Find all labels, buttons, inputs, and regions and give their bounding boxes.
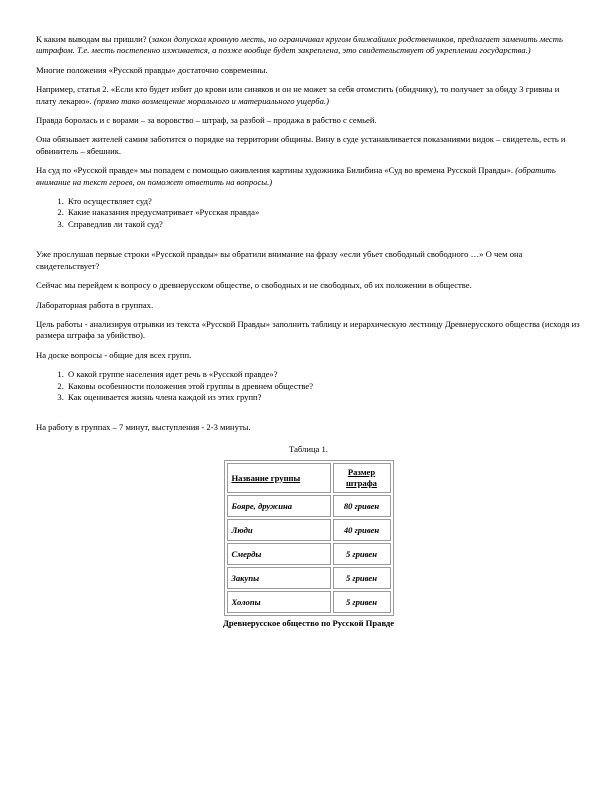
table-subcaption: Древнерусское общество по Русской Правде xyxy=(222,618,395,629)
group-cell: Закупы xyxy=(227,567,331,589)
table-row xyxy=(227,543,391,565)
paragraph-timing: На работу в группах – 7 минут, выступления - 2-3 минуты. xyxy=(36,422,251,433)
fines-table xyxy=(224,460,394,616)
paragraph-conclusions xyxy=(36,34,581,57)
list-item: 1. Кто осуществляет суд? xyxy=(66,196,581,207)
bilibin-note: (обратить внимание на текст героев, он поможет ответить на вопросы.) xyxy=(36,165,556,187)
paragraph-society: Сейчас мы перейдем к вопросу о древнерусском обществе, о свободных и не свободных, об их положении в обществе. xyxy=(36,280,472,291)
conclusions-note: закон допускал кровную месть, но ограничивал кругом ближайших родственников, предлагает заменить месть штрафом. Т.е. месть постепенно изживается, а позже вообще будет закреплена, это свидетельствует об укреплении государства.) xyxy=(36,34,563,56)
list-item: 3. Как оценивается жизнь члена каждой из этих групп? xyxy=(66,392,581,403)
fine-cell: 5 гривен xyxy=(333,543,391,565)
group-cell: Бояре, дружина xyxy=(227,495,331,517)
paragraph-article2 xyxy=(36,84,581,107)
group-questions-list xyxy=(36,369,581,403)
article2-text: Например, статья 2. «Если кто будет избит до крови или синяков и он не может за себя отомстить (обидчику), то получает за обиду 3 гривны и плату лекарю». xyxy=(36,84,560,106)
bilibin-text: На суд по «Русской правде» мы попадем с помощью оживления картины художника Билибина «Суд во времена Русской Правды». xyxy=(36,165,514,176)
list-item: 1. О какой группе населения идет речь в «Русской правде»? xyxy=(66,369,581,380)
table-header-row xyxy=(227,463,391,493)
paragraph-board: На доске вопросы - общие для всех групп. xyxy=(36,349,192,360)
list-item: 2. Какие наказания предусматривает «Русская правда» xyxy=(66,207,581,218)
paragraph-thieves: Правда боролась и с ворами – за воровство – штраф, за разбой – продажа в рабство с семьей. xyxy=(36,115,377,126)
paragraph-lab: Лабораторная работа в группах. xyxy=(36,299,154,310)
table-row xyxy=(227,591,391,613)
group-cell: Холопы xyxy=(227,591,331,613)
table-row xyxy=(227,495,391,517)
table-row xyxy=(227,567,391,589)
paragraph-modern: Многие положения «Русской правды» достаточно современны. xyxy=(36,64,268,75)
table-row xyxy=(227,519,391,541)
document-page xyxy=(36,34,581,630)
fines-table-wrapper xyxy=(224,460,394,616)
list-item: 2. Каковы особенности положения этой группы в древнем обществе? xyxy=(66,381,581,392)
fine-cell: 5 гривен xyxy=(333,567,391,589)
fine-cell: 80 гривен xyxy=(333,495,391,517)
header-fine: Размер штрафа xyxy=(333,463,391,493)
group-cell: Люди xyxy=(227,519,331,541)
paragraph-community: Она обязывает жителей самим заботится о порядке на территории общины. Вину в суде устанавливается показаниями видок – свидетель, есть и обвинитель – ябешник. xyxy=(36,134,566,156)
paragraph-phrase: Уже прослушав первые строки «Русской правды» вы обратили внимание на фразу «если убьет свободный свободного …» О чем она свидетельствует? xyxy=(36,249,523,271)
fine-cell: 5 гривен xyxy=(333,591,391,613)
header-group: Название группы xyxy=(227,463,331,493)
paragraph-goal: Цель работы - анализируя отрывки из текста «Русской Правды» заполнить таблицу и иерархическую лестницу Древнерусского общества (исходя из размера штрафа за убийство). xyxy=(36,318,580,341)
court-questions-list xyxy=(36,196,581,230)
table-caption: Таблица 1. xyxy=(289,443,328,454)
article2-note: (прямо тако возмещение морального и материального ущерба.) xyxy=(91,95,329,106)
fine-cell: 40 гривен xyxy=(333,519,391,541)
list-item: 3. Справедлив ли такой суд? xyxy=(66,219,581,230)
paragraph-bilibin xyxy=(36,165,581,188)
conclusions-question: К каким выводам вы пришли? ( xyxy=(36,34,152,44)
group-cell: Смерды xyxy=(227,543,331,565)
